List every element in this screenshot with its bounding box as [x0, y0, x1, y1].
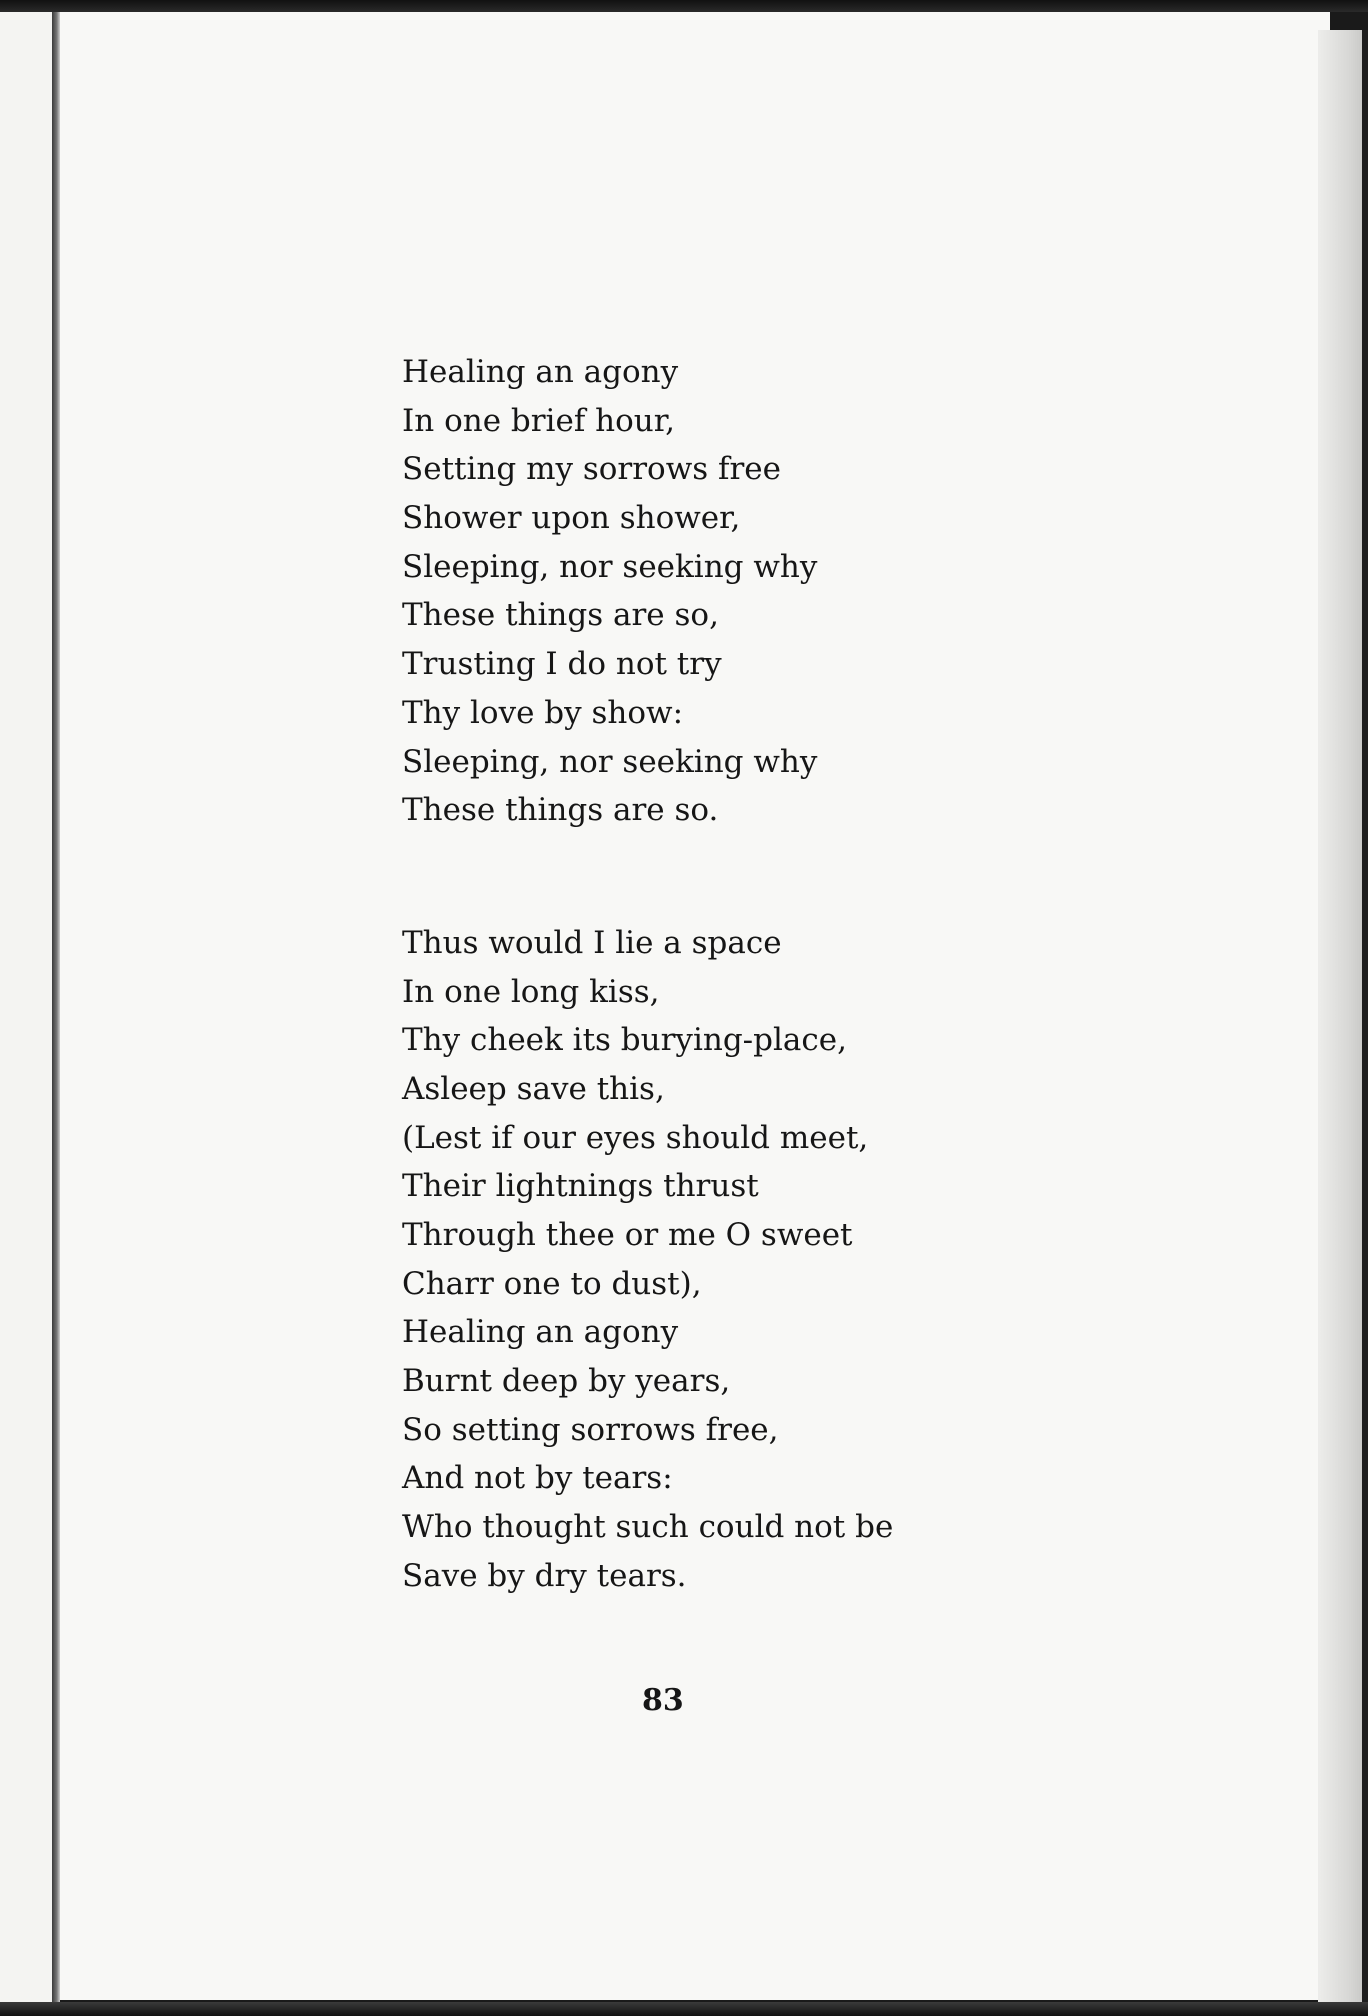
poem-line: Healing an agony — [402, 354, 679, 390]
poem-line: Charr one to dust), — [402, 1265, 702, 1302]
poem-line: These things are so, — [402, 597, 719, 634]
poem-line: Thy love by show: — [402, 694, 684, 731]
poem-line: Burnt deep by years, — [402, 1363, 731, 1400]
poem-line: So setting sorrows free, — [402, 1411, 779, 1448]
poem-line: Sleeping, nor seeking why — [402, 743, 818, 780]
poem-line: Shower upon shower, — [402, 500, 741, 537]
poem-text — [402, 348, 1102, 1601]
stanza-1 — [402, 348, 1102, 835]
stanza-2 — [402, 919, 1102, 1601]
poem-line: Who thought such could not be — [402, 1509, 894, 1546]
poem-line: Thus would I lie a space — [402, 924, 782, 961]
poem-line: And not by tears: — [402, 1460, 673, 1497]
poem-line: These things are so. — [402, 792, 719, 829]
poem-line: In one brief hour, — [402, 402, 676, 439]
book-binding-edge — [52, 0, 60, 2016]
poem-line: Their lightnings thrust — [402, 1168, 759, 1205]
poem-line: Through thee or me O sweet — [402, 1217, 853, 1253]
poem-line: Sleeping, nor seeking why — [402, 548, 818, 585]
page-number: 83 — [642, 1683, 684, 1718]
left-page-margin — [0, 0, 60, 2016]
poem-line: Asleep save this, — [402, 1070, 665, 1107]
poem-line: In one long kiss, — [402, 973, 660, 1010]
page-right-edge — [1318, 30, 1368, 2016]
poem-line: Trusting I do not try — [402, 646, 722, 683]
bottom-scan-edge — [0, 2002, 1368, 2016]
top-scan-edge — [0, 0, 1368, 12]
poem-line: (Lest if our eyes should meet, — [402, 1119, 869, 1156]
poem-line: Healing an agony — [402, 1314, 679, 1351]
poem-line: Setting my sorrows free — [402, 451, 781, 488]
poem-line: Save by dry tears. — [402, 1557, 687, 1594]
poem-line: Thy cheek its burying-place, — [402, 1022, 847, 1059]
